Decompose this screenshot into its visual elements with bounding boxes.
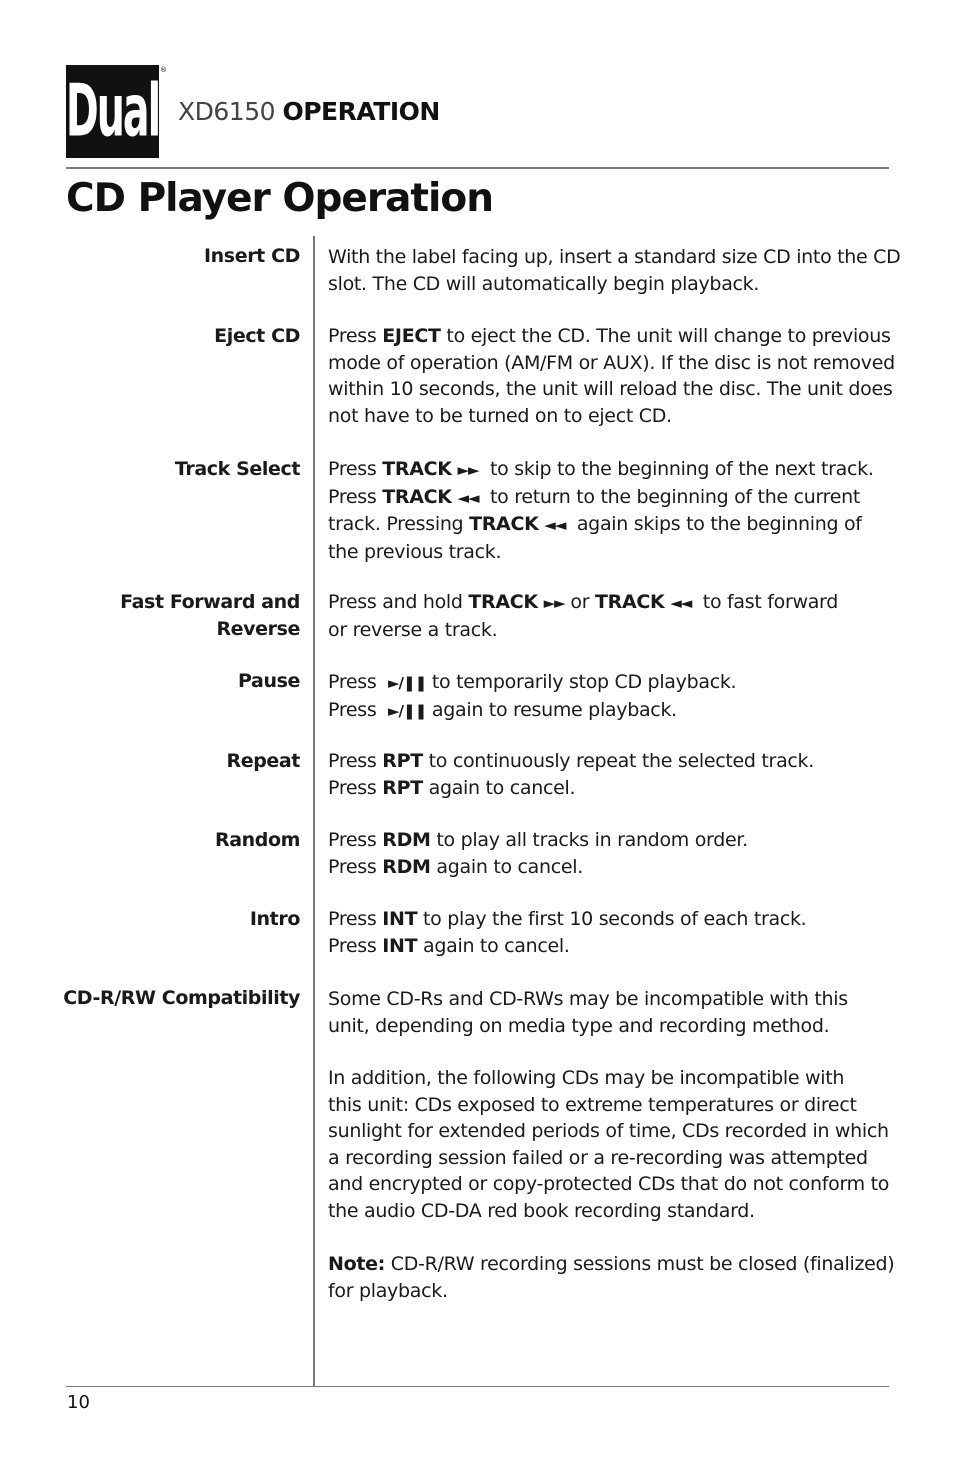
body-fast-forward <box>328 589 898 643</box>
play-pause-icon: ►/❚❚ <box>388 674 427 692</box>
text-line: In addition, the following CDs may be incompatible with <box>328 1067 845 1089</box>
text-fragment: Press <box>328 458 383 480</box>
dual-logo <box>66 65 159 158</box>
text-fragment: again to cancel. <box>430 855 584 878</box>
text-fragment: to return to the beginning of the current <box>490 485 861 508</box>
body-cdrw-note <box>328 1251 898 1304</box>
text-fragment: to play all tracks in random order. <box>430 829 748 851</box>
key-int: INT <box>382 934 418 957</box>
text-line <box>328 589 898 617</box>
text-fragment: to temporarily stop CD playback. <box>426 671 737 693</box>
header-title <box>178 96 440 128</box>
label-eject-cd: Eject CD <box>214 325 300 347</box>
key-track: TRACK <box>595 591 665 613</box>
key-rpt: RPT <box>382 750 423 772</box>
label-line: Fast Forward and <box>120 591 300 613</box>
text-fragment: Press <box>328 750 383 772</box>
text-fragment: track. Pressing <box>328 513 470 535</box>
key-track: TRACK <box>468 591 538 613</box>
text-line: mode of operation (AM/FM or AUX). If the disc is not removed <box>328 351 895 374</box>
label-track-select: Track Select <box>174 458 300 480</box>
key-rdm: RDM <box>382 855 431 878</box>
text-line <box>328 775 898 802</box>
model-number: XD6150 <box>178 97 275 126</box>
header-rule <box>66 167 889 169</box>
note-label: Note: <box>328 1253 386 1275</box>
page-title: CD Player Operation <box>66 176 493 221</box>
text-fragment: to eject the CD. The unit will change to previous <box>440 325 891 347</box>
body-random <box>328 827 898 880</box>
key-eject: EJECT <box>382 325 441 347</box>
label-intro: Intro <box>249 908 300 930</box>
text-line: or reverse a track. <box>328 618 498 641</box>
key-track: TRACK <box>469 513 539 535</box>
text-line: unit, depending on media type and recording method. <box>328 1014 830 1037</box>
text-line <box>328 484 898 512</box>
page-number: 10 <box>67 1392 90 1413</box>
body-pause <box>328 669 898 724</box>
label-line: Reverse <box>216 617 300 640</box>
text-line: slot. The CD will automatically begin playback. <box>328 272 760 295</box>
text-line <box>328 697 898 725</box>
body-track-select <box>328 456 898 565</box>
label-pause: Pause <box>238 670 300 692</box>
text-line: for playback. <box>328 1279 448 1302</box>
body-repeat <box>328 748 898 801</box>
text-fragment: to play the first 10 seconds of each track. <box>417 908 807 930</box>
key-int: INT <box>382 908 418 930</box>
body-cdrw-p1 <box>328 986 898 1039</box>
section-name: OPERATION <box>282 97 440 126</box>
text-line: not have to be turned on to eject CD. <box>328 404 672 427</box>
text-fragment: to continuously repeat the selected track. <box>422 750 815 772</box>
text-line <box>328 854 898 881</box>
next-track-icon: ►► <box>543 594 565 612</box>
text-fragment: again to resume playback. <box>426 698 677 721</box>
text-fragment: Press <box>328 485 383 508</box>
logo-text: Dual <box>66 69 159 154</box>
body-insert-cd <box>328 244 901 297</box>
text-line: the audio CD-DA red book recording standard. <box>328 1199 755 1222</box>
body-cdrw-p2 <box>328 1065 898 1224</box>
registered-mark: ® <box>160 66 167 74</box>
text-fragment: to fast forward <box>702 591 838 613</box>
key-rdm: RDM <box>382 829 431 851</box>
text-line <box>328 748 898 775</box>
text-fragment: Press <box>328 671 377 693</box>
text-line: a recording session failed or a re-recording was attempted <box>328 1146 868 1169</box>
label-random: Random <box>214 829 300 851</box>
text-line: the previous track. <box>328 540 502 563</box>
text-line: within 10 seconds, the unit will reload the disc. The unit does <box>328 378 893 400</box>
prev-track-icon: ◄◄ <box>457 488 479 507</box>
text-fragment: Press <box>328 698 377 721</box>
text-line: sunlight for extended periods of time, CDs recorded in which <box>328 1120 889 1142</box>
label-repeat: Repeat <box>226 750 300 772</box>
text-fragment: Press <box>328 829 383 851</box>
prev-track-icon: ◄◄ <box>544 516 566 534</box>
text-fragment: again to cancel. <box>417 934 570 957</box>
text-fragment: again to cancel. <box>422 776 576 799</box>
text-line: With the label facing up, insert a standard size CD into the CD <box>328 246 901 268</box>
prev-track-icon: ◄◄ <box>670 594 692 612</box>
text-fragment: CD-R/RW recording sessions must be closed (finalized) <box>385 1253 895 1275</box>
text-fragment: again skips to the beginning of <box>576 513 862 535</box>
text-line <box>328 511 898 539</box>
text-line <box>328 669 898 697</box>
body-eject-cd <box>328 323 898 429</box>
footer-rule <box>66 1386 889 1387</box>
text-line <box>328 323 898 350</box>
column-divider <box>313 236 315 1386</box>
text-line <box>328 456 898 484</box>
text-fragment: Press and hold <box>328 591 469 613</box>
text-line <box>328 1251 898 1278</box>
label-cdrw-compatibility: CD-R/RW Compatibility <box>63 987 300 1009</box>
text-line: this unit: CDs exposed to extreme temperatures or direct <box>328 1093 857 1116</box>
text-line <box>328 827 898 854</box>
label-fast-forward <box>50 589 300 642</box>
text-line <box>328 933 898 960</box>
body-intro <box>328 906 898 959</box>
key-track: TRACK <box>382 458 452 480</box>
key-rpt: RPT <box>382 776 423 799</box>
next-track-icon: ►► <box>457 461 479 479</box>
text-fragment: Press <box>328 325 383 347</box>
text-fragment: Press <box>328 934 383 957</box>
text-line <box>328 906 898 933</box>
text-line: and encrypted or copy-protected CDs that do not conform to <box>328 1173 890 1195</box>
text-line: Some CD-Rs and CD-RWs may be incompatible with this <box>328 988 848 1010</box>
text-fragment: or <box>564 591 596 613</box>
label-insert-cd: Insert CD <box>204 245 300 267</box>
text-fragment: Press <box>328 908 383 930</box>
text-fragment: Press <box>328 776 383 799</box>
play-pause-icon: ►/❚❚ <box>388 701 427 720</box>
key-track: TRACK <box>382 485 452 508</box>
text-fragment: Press <box>328 855 383 878</box>
text-fragment: to skip to the beginning of the next track. <box>490 458 874 480</box>
